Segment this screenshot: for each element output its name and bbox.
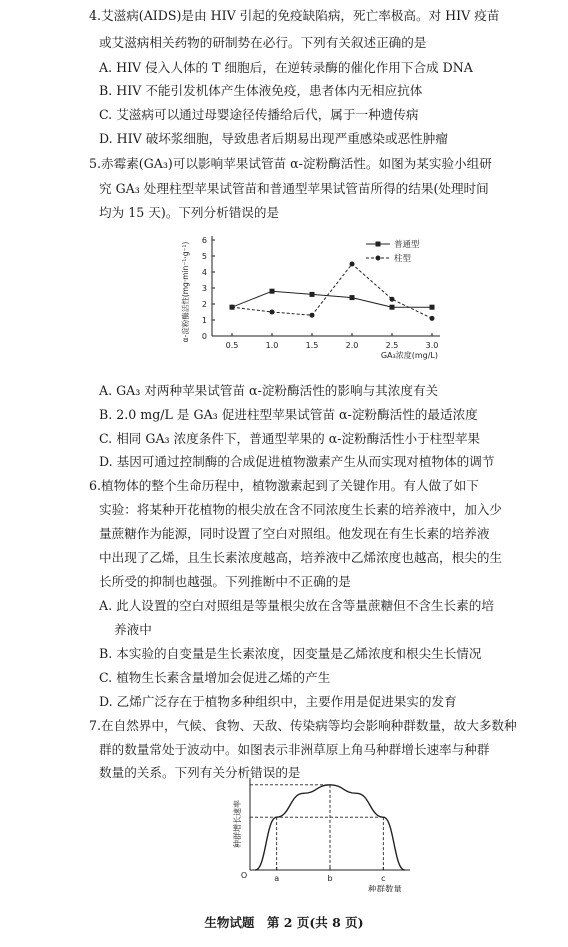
q5-stem-line-3: 均为 15 天)。下列分析错误的是 xyxy=(99,205,280,220)
data-point-normal xyxy=(430,305,435,310)
data-point-columnar xyxy=(430,316,435,321)
ga3-chart xyxy=(170,228,470,372)
q4-option-a: A. HIV 侵入人体的 T 细胞后，在逆转录酶的催化作用下合成 DNA xyxy=(99,60,473,75)
q4-stem-line-2: 或艾滋病相关药物的研制势在必行。下列有关叙述正确的是 xyxy=(99,35,427,50)
q4-option-c: C. 艾滋病可以通过母婴途径传播给后代，属于一种遗传病 xyxy=(99,107,419,122)
origin-label: O xyxy=(240,871,248,880)
q5-option-d: D. 基因可通过控制酶的合成促进植物激素产生从而实现对植物体的调节 xyxy=(99,454,495,469)
series-line-normal xyxy=(232,291,432,307)
q6-stem-line-3: 量蔗糖作为能源，同时设置了空白对照组。他发现在有生长素的培养液 xyxy=(99,526,490,541)
y-tick-label: 3 xyxy=(201,284,207,293)
q6-option-d: D. 乙烯广泛存在于植物多种组织中，主要作用是促进果实的发育 xyxy=(99,694,457,709)
x-tick-label: a xyxy=(274,874,280,883)
x-axis-label: GA₃浓度(mg/L) xyxy=(380,351,438,360)
q7-stem-line-3: 数量的关系。下列有关分析错误的是 xyxy=(99,765,301,780)
q4-option-b: B. HIV 不能引发机体产生体液免疫，患者体内无相应抗体 xyxy=(99,83,423,98)
legend-marker-circle xyxy=(376,256,381,261)
q6-stem-line-2: 实验：将某种开花植物的根尖放在含不同浓度生长素的培养液中，加入少 xyxy=(99,502,502,517)
x-tick-label: c xyxy=(381,874,386,883)
legend-label: 柱型 xyxy=(394,254,412,264)
x-tick-label: 1.5 xyxy=(305,341,319,350)
data-point-columnar xyxy=(310,313,315,318)
q6-option-c: C. 植物生长素含量增加会促进乙烯的产生 xyxy=(99,670,331,685)
y-tick-label: 6 xyxy=(201,236,207,245)
x-tick-label: 3.0 xyxy=(425,341,439,350)
data-point-columnar xyxy=(270,310,275,315)
data-point-columnar xyxy=(350,262,355,267)
x-tick-label: b xyxy=(327,874,333,883)
x-tick-label: 1.0 xyxy=(265,341,279,350)
q5-option-a: A. GA₃ 对两种苹果试管苗 α-淀粉酶活性的影响与其浓度有关 xyxy=(99,383,439,398)
q6-stem-line-1: 6.植物体的整个生命历程中，植物激素起到了关键作用。有人做了如下 xyxy=(89,478,479,493)
data-point-normal xyxy=(390,305,395,310)
data-point-normal xyxy=(310,292,315,297)
population-growth-chart xyxy=(222,772,422,896)
q5-option-b: B. 2.0 mg/L 是 GA₃ 促进柱型苹果试管苗 α-淀粉酶活性的最适浓度 xyxy=(99,407,478,422)
data-point-normal xyxy=(270,289,275,294)
q5-option-c: C. 相同 GA₃ 浓度条件下，普通型苹果的 α-淀粉酶活性小于柱型苹果 xyxy=(99,431,481,446)
q6-stem-line-4: 中出现了乙烯，且生长素浓度越高，培养液中乙烯浓度也越高，根尖的生 xyxy=(99,550,502,565)
data-point-columnar xyxy=(390,297,395,302)
q4-option-d: D. HIV 破坏浆细胞，导致患者后期易出现严重感染或恶性肿瘤 xyxy=(99,131,448,146)
y-tick-label: 4 xyxy=(201,268,207,277)
data-point-normal xyxy=(350,295,355,300)
page-footer: 生物试题 第 2 页(共 8 页) xyxy=(204,915,364,930)
q6-stem-line-5: 长所受的抑制也越强。下列推断中不正确的是 xyxy=(99,574,351,589)
origin-label: 0 xyxy=(201,332,207,341)
legend-label: 普通型 xyxy=(394,240,420,250)
q5-stem-line-2: 究 GA₃ 处理柱型苹果试管苗和普通型苹果试管苗所得的结果(处理时间 xyxy=(99,181,489,196)
x-tick-label: 2.5 xyxy=(385,341,399,350)
x-axis-label: 种群数量 xyxy=(367,885,402,892)
q7-stem-line-2: 群的数量常处于波动中。如图表示非洲草原上角马种群增长速率与种群 xyxy=(99,742,490,757)
series-line-columnar xyxy=(232,264,432,318)
x-tick-label: 2.0 xyxy=(345,341,359,350)
y-tick-label: 2 xyxy=(201,300,207,309)
y-tick-label: 1 xyxy=(201,316,207,325)
q7-stem-line-1: 7.在自然界中，气候、食物、天敌、传染病等均会影响种群数量，故大多数种 xyxy=(89,718,517,733)
q5-stem-line-1: 5.赤霉素(GA₃)可以影响苹果试管苗 α-淀粉酶活性。如图为某实验小组研 xyxy=(89,156,492,171)
q6-option-a: A. 此人设置的空白对照组是等量根尖放在含等量蔗糖但不含生长素的培 xyxy=(99,598,494,613)
y-axis-label: α-淀粉酶活性(mg·min⁻¹·g⁻¹) xyxy=(181,241,190,343)
y-axis-label: 种群增长速率 xyxy=(233,800,242,848)
data-point-columnar xyxy=(230,305,235,310)
q6-option-b: B. 本实验的自变量是生长素浓度，因变量是乙烯浓度和根尖生长情况 xyxy=(99,646,482,661)
legend-marker-square xyxy=(376,242,381,247)
x-tick-label: 0.5 xyxy=(225,341,239,350)
q6-option-a-cont: 养液中 xyxy=(114,622,152,637)
y-tick-label: 5 xyxy=(201,252,207,261)
q4-stem-line-1: 4.艾滋病(AIDS)是由 HIV 引起的免疫缺陷病，死亡率极高。对 HIV 疫苗 xyxy=(89,8,500,23)
